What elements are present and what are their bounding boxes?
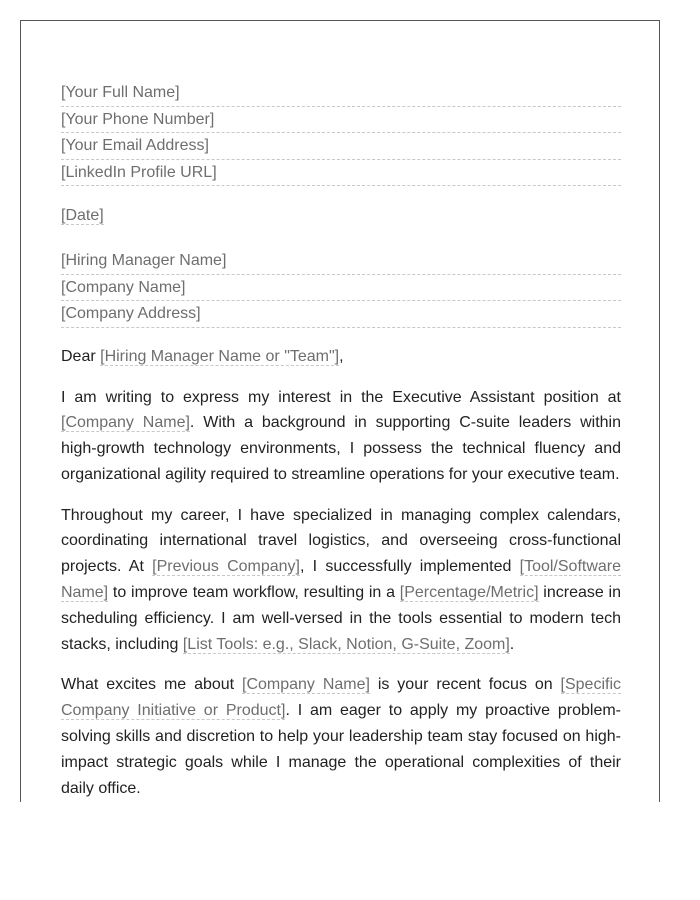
date-row [61, 203, 621, 229]
sender-phone[interactable]: [Your Phone Number] [61, 107, 621, 134]
para1-text-2: . With a background in supporting C-suite leaders within high-growth technology environments, I possess the technical fluency and organizational agility required to streamline operations for your executive team. [61, 414, 621, 483]
para1-text-1: I am writing to express my interest in the Executive Assistant position at [61, 388, 621, 406]
para2-text-3: to improve team workflow, resulting in a [108, 584, 400, 602]
paragraph-experience [61, 503, 621, 658]
recipient-address[interactable]: [Company Address] [61, 301, 621, 328]
para2-text-2: , I successfully implemented [300, 558, 520, 576]
para2-tools-list-placeholder[interactable]: [List Tools: e.g., Slack, Notion, G-Suite, Zoom] [182, 635, 510, 653]
sender-linkedin[interactable]: [LinkedIn Profile URL] [61, 160, 621, 187]
para1-company-placeholder[interactable]: [Company Name] [61, 414, 190, 432]
salutation [61, 344, 621, 370]
para2-previous-company-placeholder[interactable]: [Previous Company] [152, 558, 300, 576]
para3-text-1: What excites me about [61, 676, 242, 694]
recipient-company[interactable]: [Company Name] [61, 275, 621, 302]
sender-email[interactable]: [Your Email Address] [61, 133, 621, 160]
para3-text-2: is your recent focus on [369, 676, 561, 694]
para2-text-4: increase in scheduling efficiency. I am well-versed in the tools essential to modern tech stacks, including [61, 584, 621, 653]
para3-text-3: . I am eager to apply my proactive problem-solving skills and discretion to help your leadership team stay focused on high-impact strategic goals while I manage the operational complexities of their daily office. [61, 702, 621, 797]
salutation-name-placeholder[interactable]: [Hiring Manager Name or "Team"] [100, 347, 340, 365]
para2-text-1: Throughout my career, I have specialized in managing complex calendars, coordinating international travel logistics, and overseeing cross-functional projects. At [61, 506, 621, 576]
salutation-suffix: , [339, 347, 344, 365]
para2-tool-placeholder[interactable]: [Tool/Software Name] [61, 558, 622, 602]
sender-block [61, 80, 621, 186]
letter-page [20, 20, 660, 802]
para3-initiative-placeholder[interactable]: [Specific Company Initiative or Product] [61, 676, 621, 720]
para2-metric-placeholder[interactable]: [Percentage/Metric] [399, 584, 539, 602]
letter-body [61, 80, 621, 801]
para3-company-placeholder[interactable]: [Company Name] [242, 676, 370, 694]
para2-text-5: . [509, 635, 515, 653]
sender-full-name[interactable]: [Your Full Name] [61, 80, 621, 107]
letter-date[interactable]: [Date] [61, 207, 104, 224]
paragraph-intro [61, 385, 621, 488]
salutation-prefix: Dear [61, 347, 101, 365]
recipient-block [61, 248, 621, 328]
recipient-manager[interactable]: [Hiring Manager Name] [61, 248, 621, 275]
paragraph-motivation [61, 672, 621, 801]
